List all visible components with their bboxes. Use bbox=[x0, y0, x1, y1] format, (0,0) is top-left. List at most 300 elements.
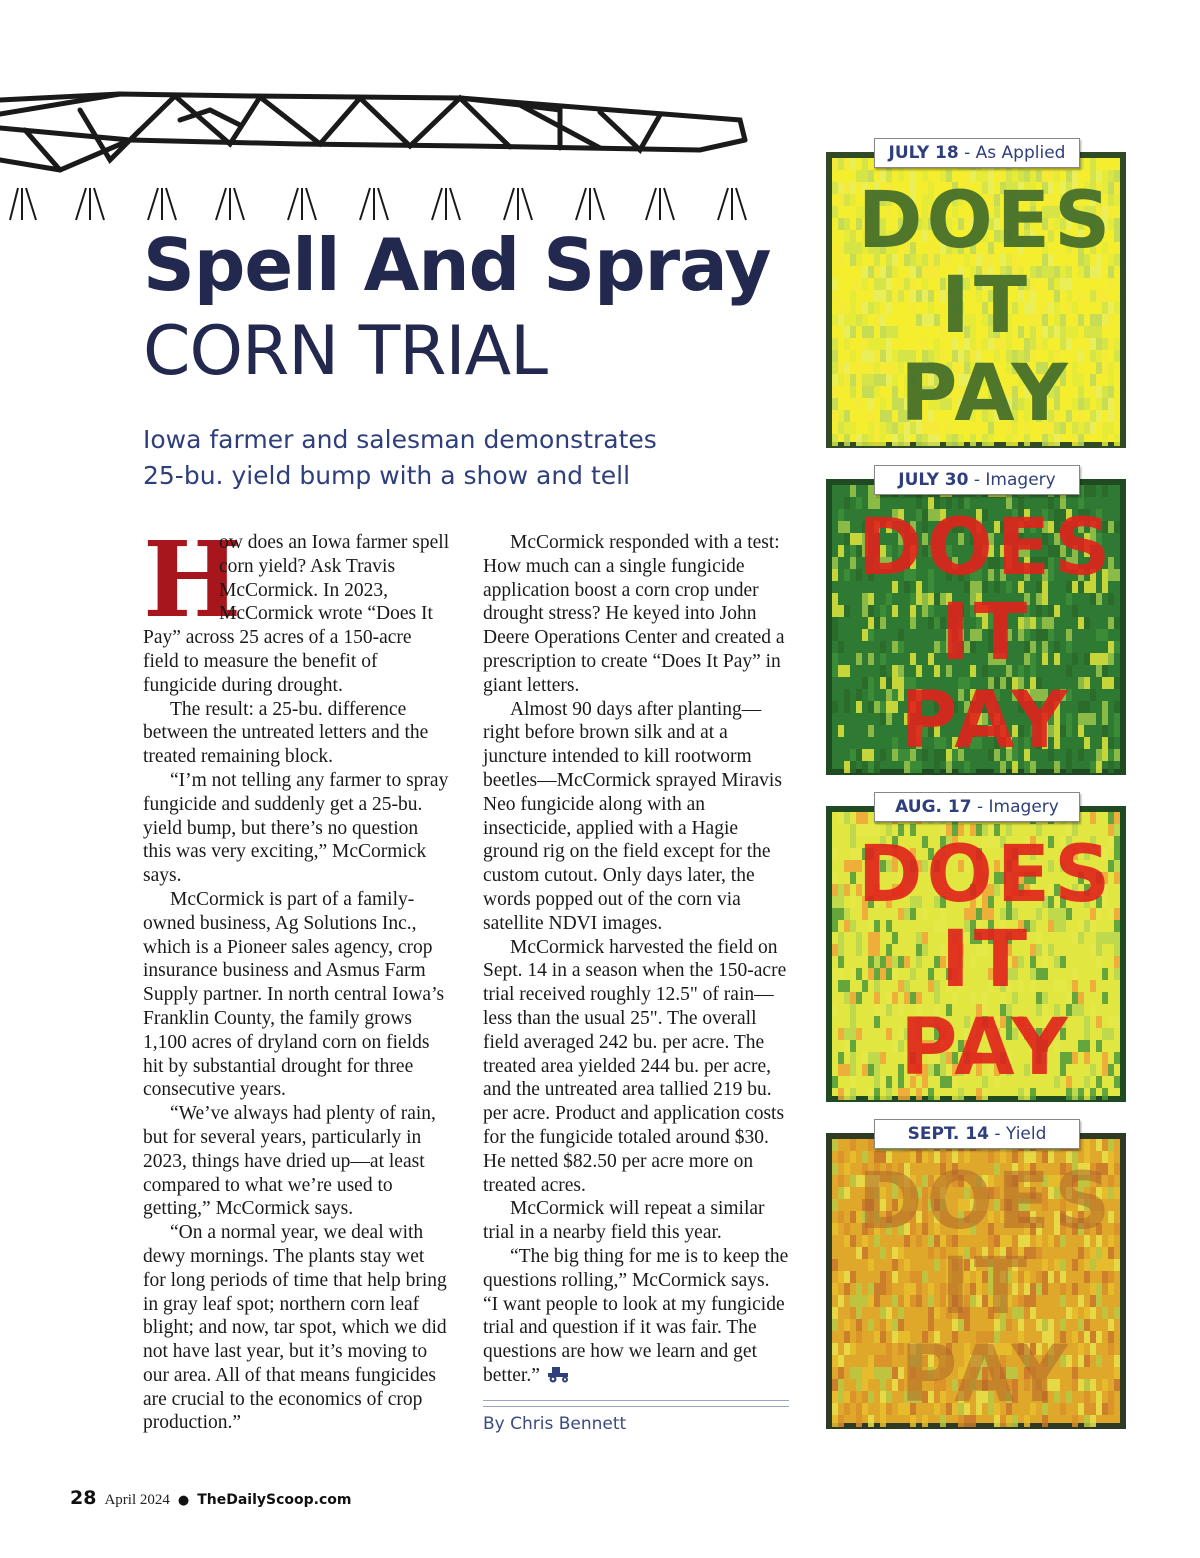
map-cell bbox=[874, 422, 880, 434]
map-cell bbox=[1114, 641, 1120, 653]
map-cell bbox=[1114, 218, 1120, 230]
map-cell bbox=[832, 1199, 838, 1211]
map-cell bbox=[838, 665, 844, 677]
map-cell bbox=[892, 920, 898, 932]
map-cell bbox=[1078, 266, 1084, 278]
map-cell bbox=[1054, 326, 1060, 338]
map-cell bbox=[886, 956, 892, 968]
map-cell bbox=[1114, 848, 1120, 860]
map-cell bbox=[892, 689, 898, 701]
map-cell bbox=[928, 1295, 934, 1307]
map-cell bbox=[1054, 290, 1060, 302]
map-cell bbox=[880, 326, 886, 338]
map-cell bbox=[934, 641, 940, 653]
map-cell bbox=[874, 749, 880, 761]
map-cell bbox=[832, 290, 838, 302]
map-cell bbox=[886, 422, 892, 434]
map-cell bbox=[838, 1211, 844, 1223]
map-cell bbox=[1096, 653, 1102, 665]
map-cell bbox=[868, 1367, 874, 1379]
map-cell bbox=[850, 1040, 856, 1052]
map-cell bbox=[880, 350, 886, 362]
map-cell bbox=[862, 653, 868, 665]
map-cell bbox=[1096, 1355, 1102, 1367]
map-cell bbox=[832, 410, 838, 422]
map-cell bbox=[892, 326, 898, 338]
map-cell bbox=[1078, 350, 1084, 362]
drop-cap: H bbox=[143, 518, 242, 641]
map-cell bbox=[1096, 362, 1102, 374]
map-cell bbox=[856, 968, 862, 980]
map-cell bbox=[1042, 302, 1048, 314]
map-cell bbox=[1042, 326, 1048, 338]
map-cell bbox=[1084, 677, 1090, 689]
map-cell bbox=[880, 1331, 886, 1343]
map-cell bbox=[922, 593, 928, 605]
map-cell bbox=[1054, 278, 1060, 290]
site-link[interactable]: TheDailyScoop.com bbox=[197, 1492, 352, 1508]
map-cell bbox=[832, 278, 838, 290]
map-cell bbox=[844, 653, 850, 665]
map-cell bbox=[856, 1247, 862, 1259]
map-cell bbox=[844, 1319, 850, 1331]
map-cell bbox=[892, 374, 898, 386]
map-cell bbox=[886, 1403, 892, 1415]
map-cell bbox=[832, 665, 838, 677]
map-panel-imagery-july bbox=[826, 470, 1126, 775]
map-cell bbox=[832, 182, 838, 194]
map-cell bbox=[844, 158, 850, 170]
article-paragraph: Almost 90 days after planting—right before brown silk and at a juncture intended to kill rootworm beetles—McCormick sprayed Miravis Neo fungicide along with an insecticide, applied with a Hagie ground rig on the field except for the custom cutout. Only days later, the words popped out of the corn via satellite NDVI images. bbox=[483, 698, 782, 934]
map-cell bbox=[844, 1064, 850, 1076]
map-cell bbox=[844, 689, 850, 701]
map-cell bbox=[1072, 1088, 1078, 1100]
map-cell bbox=[886, 266, 892, 278]
map-cell bbox=[844, 920, 850, 932]
map-cell bbox=[892, 749, 898, 761]
map-cell bbox=[844, 1187, 850, 1199]
map-cell bbox=[862, 338, 868, 350]
map-cell bbox=[1102, 362, 1108, 374]
map-cell bbox=[838, 485, 844, 497]
map-cell bbox=[838, 158, 844, 170]
map-cell bbox=[832, 350, 838, 362]
map-cell bbox=[1114, 824, 1120, 836]
map-cell bbox=[886, 944, 892, 956]
map-cell bbox=[892, 701, 898, 713]
map-cell bbox=[928, 605, 934, 617]
map-cell bbox=[1078, 290, 1084, 302]
map-cell bbox=[892, 617, 898, 629]
map-cell bbox=[1084, 968, 1090, 980]
map-cell bbox=[838, 932, 844, 944]
map-cell bbox=[892, 1076, 898, 1088]
map-cell bbox=[868, 749, 874, 761]
panel-date: AUG. 17 bbox=[895, 797, 972, 817]
map-cell bbox=[1090, 593, 1096, 605]
map-cell bbox=[1054, 629, 1060, 641]
map-cell bbox=[844, 1283, 850, 1295]
map-cell bbox=[1078, 434, 1084, 446]
map-cell bbox=[1102, 713, 1108, 725]
map-cell bbox=[832, 1163, 838, 1175]
map-cell bbox=[862, 701, 868, 713]
map-cell bbox=[844, 605, 850, 617]
map-cell bbox=[838, 1088, 844, 1100]
map-cell bbox=[1096, 1331, 1102, 1343]
map-cell bbox=[838, 1415, 844, 1427]
map-cell bbox=[1042, 968, 1048, 980]
map-cell bbox=[886, 278, 892, 290]
map-cell bbox=[868, 350, 874, 362]
map-cell bbox=[1090, 314, 1096, 326]
map-cell bbox=[868, 374, 874, 386]
map-cell bbox=[880, 749, 886, 761]
map-cell bbox=[880, 677, 886, 689]
map-cell bbox=[868, 1355, 874, 1367]
field-map bbox=[826, 806, 1126, 1102]
map-cell bbox=[844, 980, 850, 992]
map-cell bbox=[1114, 170, 1120, 182]
map-cell bbox=[1066, 629, 1072, 641]
map-cell bbox=[1114, 230, 1120, 242]
map-cell bbox=[874, 362, 880, 374]
article-column-right bbox=[483, 531, 789, 1388]
map-cell bbox=[856, 374, 862, 386]
map-cell bbox=[862, 749, 868, 761]
map-cell bbox=[892, 422, 898, 434]
map-cell bbox=[832, 1379, 838, 1391]
map-cell bbox=[862, 326, 868, 338]
map-cell bbox=[886, 701, 892, 713]
map-cell bbox=[1090, 1283, 1096, 1295]
map-cell bbox=[934, 920, 940, 932]
map-cell bbox=[1114, 932, 1120, 944]
map-cell bbox=[1096, 932, 1102, 944]
map-cell bbox=[832, 641, 838, 653]
map-cell bbox=[1072, 1004, 1078, 1016]
map-cell bbox=[844, 338, 850, 350]
map-cell bbox=[844, 896, 850, 908]
map-cell bbox=[886, 290, 892, 302]
map-cell bbox=[862, 1295, 868, 1307]
sprayer-boom-illustration bbox=[0, 70, 780, 230]
map-cell bbox=[1072, 617, 1078, 629]
map-cell bbox=[850, 1391, 856, 1403]
map-cell bbox=[832, 338, 838, 350]
map-cell bbox=[832, 1076, 838, 1088]
map-cell bbox=[1072, 737, 1078, 749]
map-word: PAY bbox=[900, 349, 1072, 439]
map-cell bbox=[850, 1271, 856, 1283]
map-cell bbox=[1090, 944, 1096, 956]
map-cell bbox=[1096, 992, 1102, 1004]
map-cell bbox=[1036, 314, 1042, 326]
field-map bbox=[826, 479, 1126, 775]
map-cell bbox=[880, 1271, 886, 1283]
map-cell bbox=[928, 968, 934, 980]
map-cell bbox=[844, 629, 850, 641]
map-cell bbox=[1102, 701, 1108, 713]
map-cell bbox=[898, 629, 904, 641]
map-cell bbox=[928, 1247, 934, 1259]
map-cell bbox=[928, 653, 934, 665]
map-cell bbox=[862, 158, 868, 170]
map-cell bbox=[844, 230, 850, 242]
map-cell bbox=[1102, 1028, 1108, 1040]
map-cell bbox=[910, 605, 916, 617]
map-cell bbox=[928, 266, 934, 278]
map-cell bbox=[1108, 338, 1114, 350]
map-cell bbox=[1090, 1247, 1096, 1259]
map-cell bbox=[850, 1004, 856, 1016]
map-cell bbox=[850, 593, 856, 605]
map-cell bbox=[868, 434, 874, 446]
map-cell bbox=[910, 302, 916, 314]
map-cell bbox=[1096, 812, 1102, 824]
map-cell bbox=[850, 290, 856, 302]
map-cell bbox=[904, 1295, 910, 1307]
map-cell bbox=[856, 362, 862, 374]
map-cell bbox=[850, 581, 856, 593]
map-cell bbox=[874, 374, 880, 386]
map-cell bbox=[1042, 629, 1048, 641]
map-cell bbox=[922, 278, 928, 290]
map-cell bbox=[1054, 1259, 1060, 1271]
map-cell bbox=[922, 266, 928, 278]
map-cell bbox=[1114, 605, 1120, 617]
map-cell bbox=[832, 569, 838, 581]
map-cell bbox=[1078, 689, 1084, 701]
map-cell bbox=[832, 386, 838, 398]
map-cell bbox=[868, 701, 874, 713]
map-cell bbox=[880, 1307, 886, 1319]
map-cell bbox=[856, 1379, 862, 1391]
map-cell bbox=[1114, 1028, 1120, 1040]
map-cell bbox=[868, 410, 874, 422]
map-cell bbox=[838, 605, 844, 617]
map-cell bbox=[880, 266, 886, 278]
map-cell bbox=[844, 812, 850, 824]
map-word: PAY bbox=[900, 1330, 1072, 1420]
map-cell bbox=[832, 1139, 838, 1151]
map-cell bbox=[904, 641, 910, 653]
map-cell bbox=[922, 1271, 928, 1283]
map-cell bbox=[892, 1295, 898, 1307]
map-cell bbox=[856, 992, 862, 1004]
map-cell bbox=[1078, 1343, 1084, 1355]
map-cell bbox=[886, 1004, 892, 1016]
map-cell bbox=[1078, 386, 1084, 398]
map-cell bbox=[1084, 485, 1090, 497]
map-cell bbox=[832, 701, 838, 713]
map-cell bbox=[844, 593, 850, 605]
map-cell bbox=[1114, 968, 1120, 980]
map-cell bbox=[886, 1307, 892, 1319]
map-cell bbox=[868, 725, 874, 737]
map-cell bbox=[1078, 1052, 1084, 1064]
map-cell bbox=[892, 386, 898, 398]
map-cell bbox=[1054, 968, 1060, 980]
map-cell bbox=[850, 749, 856, 761]
map-cell bbox=[838, 374, 844, 386]
map-cell bbox=[874, 1355, 880, 1367]
map-cell bbox=[1102, 629, 1108, 641]
map-cell bbox=[1096, 956, 1102, 968]
map-cell bbox=[1084, 266, 1090, 278]
map-cell bbox=[1054, 1271, 1060, 1283]
map-cell bbox=[1072, 1307, 1078, 1319]
map-cell bbox=[928, 302, 934, 314]
map-cell bbox=[1102, 485, 1108, 497]
map-cell bbox=[862, 677, 868, 689]
map-cell bbox=[844, 872, 850, 884]
panel-label bbox=[874, 465, 1080, 495]
map-cell bbox=[850, 836, 856, 848]
map-cell bbox=[874, 944, 880, 956]
map-cell bbox=[1096, 629, 1102, 641]
map-cell bbox=[892, 593, 898, 605]
map-cell bbox=[844, 1271, 850, 1283]
map-cell bbox=[1078, 665, 1084, 677]
map-cell bbox=[1072, 434, 1078, 446]
map-cell bbox=[868, 1319, 874, 1331]
panel-type: - Imagery bbox=[977, 797, 1059, 817]
map-cell bbox=[1090, 812, 1096, 824]
map-cell bbox=[832, 1391, 838, 1403]
map-cell bbox=[1090, 410, 1096, 422]
map-cell bbox=[832, 872, 838, 884]
map-cell bbox=[874, 1295, 880, 1307]
map-cell bbox=[1114, 302, 1120, 314]
panel-type: - As Applied bbox=[964, 143, 1066, 163]
map-cell bbox=[1036, 944, 1042, 956]
map-cell bbox=[850, 968, 856, 980]
map-cell bbox=[1096, 386, 1102, 398]
map-cell bbox=[1102, 725, 1108, 737]
map-cell bbox=[862, 593, 868, 605]
map-cell bbox=[898, 1295, 904, 1307]
map-cell bbox=[1072, 362, 1078, 374]
map-cell bbox=[856, 1283, 862, 1295]
map-cell bbox=[892, 398, 898, 410]
map-cell bbox=[1096, 1016, 1102, 1028]
map-cell bbox=[1108, 629, 1114, 641]
article-paragraph: The result: a 25-bu. difference between the untreated letters and the treated remaining block. bbox=[143, 698, 429, 768]
map-cell bbox=[1096, 1403, 1102, 1415]
map-cell bbox=[886, 593, 892, 605]
map-cell bbox=[1084, 737, 1090, 749]
map-word: PAY bbox=[900, 676, 1072, 766]
panel-date: SEPT. 14 bbox=[907, 1124, 989, 1144]
map-cell bbox=[1054, 641, 1060, 653]
map-cell bbox=[1078, 410, 1084, 422]
map-cell bbox=[832, 1259, 838, 1271]
map-cell bbox=[832, 314, 838, 326]
map-cell bbox=[1108, 398, 1114, 410]
page-number: 28 bbox=[70, 1487, 97, 1509]
map-cell bbox=[844, 1088, 850, 1100]
map-cell bbox=[1114, 749, 1120, 761]
map-cell bbox=[916, 290, 922, 302]
map-cell bbox=[844, 374, 850, 386]
map-cell bbox=[832, 398, 838, 410]
map-cell bbox=[856, 653, 862, 665]
map-cell bbox=[1108, 593, 1114, 605]
map-cell bbox=[880, 1403, 886, 1415]
map-cell bbox=[1060, 1283, 1066, 1295]
map-cell bbox=[874, 992, 880, 1004]
map-cell bbox=[844, 1163, 850, 1175]
map-cell bbox=[868, 653, 874, 665]
map-cell bbox=[880, 1247, 886, 1259]
map-cell bbox=[1084, 1052, 1090, 1064]
map-cell bbox=[832, 1052, 838, 1064]
map-cell bbox=[1090, 386, 1096, 398]
map-cell bbox=[844, 182, 850, 194]
map-cell bbox=[832, 605, 838, 617]
map-cell bbox=[862, 350, 868, 362]
map-cell bbox=[850, 1088, 856, 1100]
map-cell bbox=[1114, 1163, 1120, 1175]
map-cell bbox=[874, 617, 880, 629]
map-cell bbox=[850, 158, 856, 170]
map-cell bbox=[1042, 920, 1048, 932]
map-cell bbox=[1060, 1271, 1066, 1283]
map-cell bbox=[838, 422, 844, 434]
map-cell bbox=[832, 1415, 838, 1427]
map-cell bbox=[880, 362, 886, 374]
map-cell bbox=[1072, 980, 1078, 992]
map-cell bbox=[1114, 1307, 1120, 1319]
map-cell bbox=[1108, 812, 1114, 824]
map-cell bbox=[1108, 1247, 1114, 1259]
map-cell bbox=[916, 1283, 922, 1295]
map-cell bbox=[892, 737, 898, 749]
map-cell bbox=[934, 1307, 940, 1319]
page-footer bbox=[70, 1487, 352, 1509]
map-cell bbox=[874, 1016, 880, 1028]
map-cell bbox=[892, 362, 898, 374]
map-cell bbox=[880, 290, 886, 302]
map-cell bbox=[874, 1331, 880, 1343]
map-cell bbox=[1114, 350, 1120, 362]
map-cell bbox=[1072, 1259, 1078, 1271]
map-cell bbox=[1114, 617, 1120, 629]
map-cell bbox=[862, 1064, 868, 1076]
map-cell bbox=[1102, 749, 1108, 761]
map-cell bbox=[1108, 641, 1114, 653]
map-cell bbox=[1096, 1076, 1102, 1088]
map-cell bbox=[868, 1088, 874, 1100]
map-cell bbox=[1078, 374, 1084, 386]
map-cell bbox=[934, 956, 940, 968]
map-cell bbox=[1072, 1367, 1078, 1379]
map-cell bbox=[1114, 944, 1120, 956]
map-cell bbox=[1060, 1259, 1066, 1271]
map-cell bbox=[904, 980, 910, 992]
map-cell bbox=[856, 629, 862, 641]
map-cell bbox=[1108, 617, 1114, 629]
map-cell bbox=[874, 1283, 880, 1295]
map-cell bbox=[898, 956, 904, 968]
map-cell bbox=[862, 725, 868, 737]
map-cell bbox=[892, 932, 898, 944]
map-cell bbox=[1114, 434, 1120, 446]
map-cell bbox=[844, 422, 850, 434]
map-cell bbox=[844, 410, 850, 422]
map-cell bbox=[874, 968, 880, 980]
